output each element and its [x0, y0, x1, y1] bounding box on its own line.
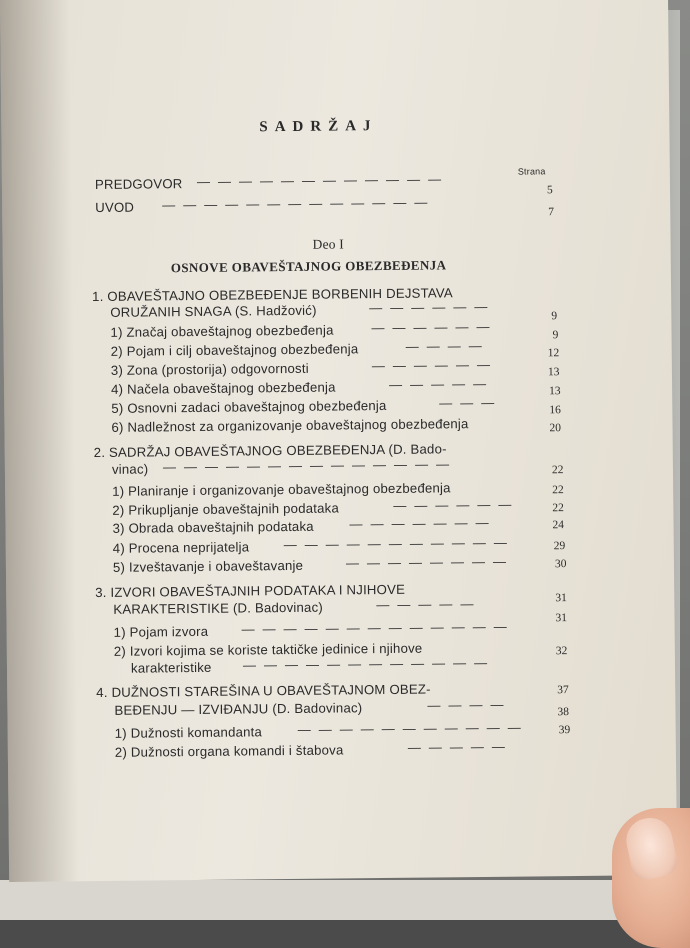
page-shadow: [0, 0, 79, 882]
toc-page-number: 20: [549, 422, 562, 435]
toc-page-number: 9: [552, 329, 559, 342]
toc-leader: — — — — — —: [371, 356, 493, 374]
toc-item[interactable]: 5) Izveštavanje i obaveštavanje: [112, 557, 304, 575]
part-title: OSNOVE OBAVEŠTAJNOG OBEZBEĐENJA: [170, 257, 447, 276]
toc-page-number: 7: [548, 206, 555, 219]
toc-item[interactable]: 4) Načela obaveštajnog obezbeđenja: [111, 379, 336, 397]
page-title: SADRŽAJ: [259, 118, 378, 136]
toc-page-number: 32: [555, 645, 568, 658]
toc-page-number: 31: [555, 592, 567, 605]
toc-item[interactable]: 1) Pojam izvora: [113, 623, 209, 640]
toc-leader: — — — — — — — — — — — —: [196, 171, 444, 189]
toc-leader: — — — — —: [407, 738, 508, 755]
chapter-4-title-cont: BEĐENJU — IZVIĐANJU (D. Badovinac): [114, 700, 363, 718]
toc-leader: — — — — — — — — — — —: [297, 719, 524, 737]
toc-page-number: 13: [549, 385, 561, 398]
toc-page-number: 39: [558, 724, 571, 737]
toc-item[interactable]: 4) Procena neprijatelja: [112, 539, 250, 556]
toc-item[interactable]: 1) Planiranje i organizovanje obaveštajnog obezbeđenja: [112, 480, 451, 499]
toc-item[interactable]: 5) Osnovni zadaci obaveštajnog obezbeđenja: [111, 397, 387, 416]
toc-item[interactable]: 1) Dužnosti komandanta: [114, 724, 263, 741]
toc-predgovor[interactable]: PREDGOVOR: [94, 176, 183, 193]
chapter-3-title-cont: KARAKTERISTIKE (D. Badovinac): [113, 599, 324, 617]
chapter-2-title-cont: vinac): [111, 461, 149, 477]
chapter-3-title[interactable]: 3. IZVORI OBAVEŠTAJNIH PODATAKA I NJIHOVE: [95, 581, 406, 601]
toc-leader: — — — —: [427, 696, 506, 713]
toc-uvod[interactable]: UVOD: [95, 199, 135, 216]
toc-page-number: 24: [552, 519, 565, 532]
toc-page-number: 38: [557, 706, 570, 719]
toc-leader: — — — — — — —: [349, 514, 491, 532]
toc-leader: — — — — — — — — — — — — —: [241, 618, 510, 637]
toc-page-number: 29: [553, 540, 566, 553]
chapter-1-title[interactable]: 1. OBAVEŠTAJNO OBEZBEĐENJE BORBENIH DEJSTAVA: [92, 285, 453, 305]
chapter-4-title[interactable]: 4. DUŽNOSTI STAREŠINA U OBAVEŠTAJNOM OBEZ-: [96, 681, 431, 701]
toc-leader: — — — — — — — —: [345, 553, 509, 571]
toc-page-number: 22: [552, 502, 564, 515]
table-surface: [0, 880, 690, 920]
toc-leader: — — — — — — — — — — — — —: [162, 194, 430, 213]
toc-item[interactable]: 6) Nadležnost za organizovanje obaveštajnog obezbeđenja: [111, 416, 469, 435]
chapter-1-title-cont: ORUŽANIH SNAGA (S. Hadžović): [110, 302, 317, 320]
toc-item-cont: karakteristike: [130, 659, 212, 676]
toc-page-number: 13: [547, 366, 560, 379]
toc-page-number: 16: [549, 404, 561, 417]
toc-item[interactable]: 3) Obrada obaveštajnih podataka: [112, 518, 314, 536]
toc-page-number: 22: [551, 464, 564, 477]
toc-leader: — — — — — —: [371, 318, 492, 336]
toc-page-number: 37: [557, 684, 569, 697]
toc-leader: — — — — — —: [369, 298, 490, 316]
toc-item[interactable]: 1) Značaj obaveštajnog obezbeđenja: [110, 322, 334, 340]
toc-item[interactable]: 3) Zona (prostorija) odgovornosti: [110, 360, 309, 378]
toc-page-number: 9: [551, 310, 558, 323]
chapter-2-title[interactable]: 2. SADRŽAJ OBAVEŠTAJNOG OBEZBEĐENJA (D. Bado-: [93, 441, 447, 461]
toc-leader: — — — — —: [388, 375, 489, 392]
toc-item[interactable]: 2) Pojam i cilj obaveštajnog obezbeđenja: [110, 341, 359, 359]
toc-leader: — — — — — —: [393, 496, 514, 513]
toc-leader: — — — — — — — — — — — — — —: [162, 456, 452, 475]
toc-page-number: 22: [552, 484, 564, 497]
toc-page-number: 31: [555, 612, 568, 625]
page-column-label: Strana: [517, 166, 546, 177]
toc-page-number: 5: [546, 184, 553, 197]
toc-item[interactable]: 2) Prikupljanje obaveštajnih podataka: [112, 500, 340, 518]
part-label: Deo I: [312, 236, 345, 252]
toc-leader: — — — — — — — — — — — —: [242, 654, 490, 673]
toc-leader: — — — — — — — — — — —: [283, 534, 510, 553]
toc-leader: — — — — —: [376, 596, 476, 613]
toc-page-number: 30: [554, 558, 567, 571]
toc-leader: — — —: [439, 394, 497, 411]
toc-item[interactable]: 2) Izvori kojima se koriste taktičke jedinice i njihove: [113, 640, 423, 659]
toc-page-number: 12: [547, 347, 560, 360]
toc-leader: — — — —: [405, 337, 484, 354]
toc-item[interactable]: 2) Dužnosti organa komandi i štabova: [114, 742, 344, 760]
